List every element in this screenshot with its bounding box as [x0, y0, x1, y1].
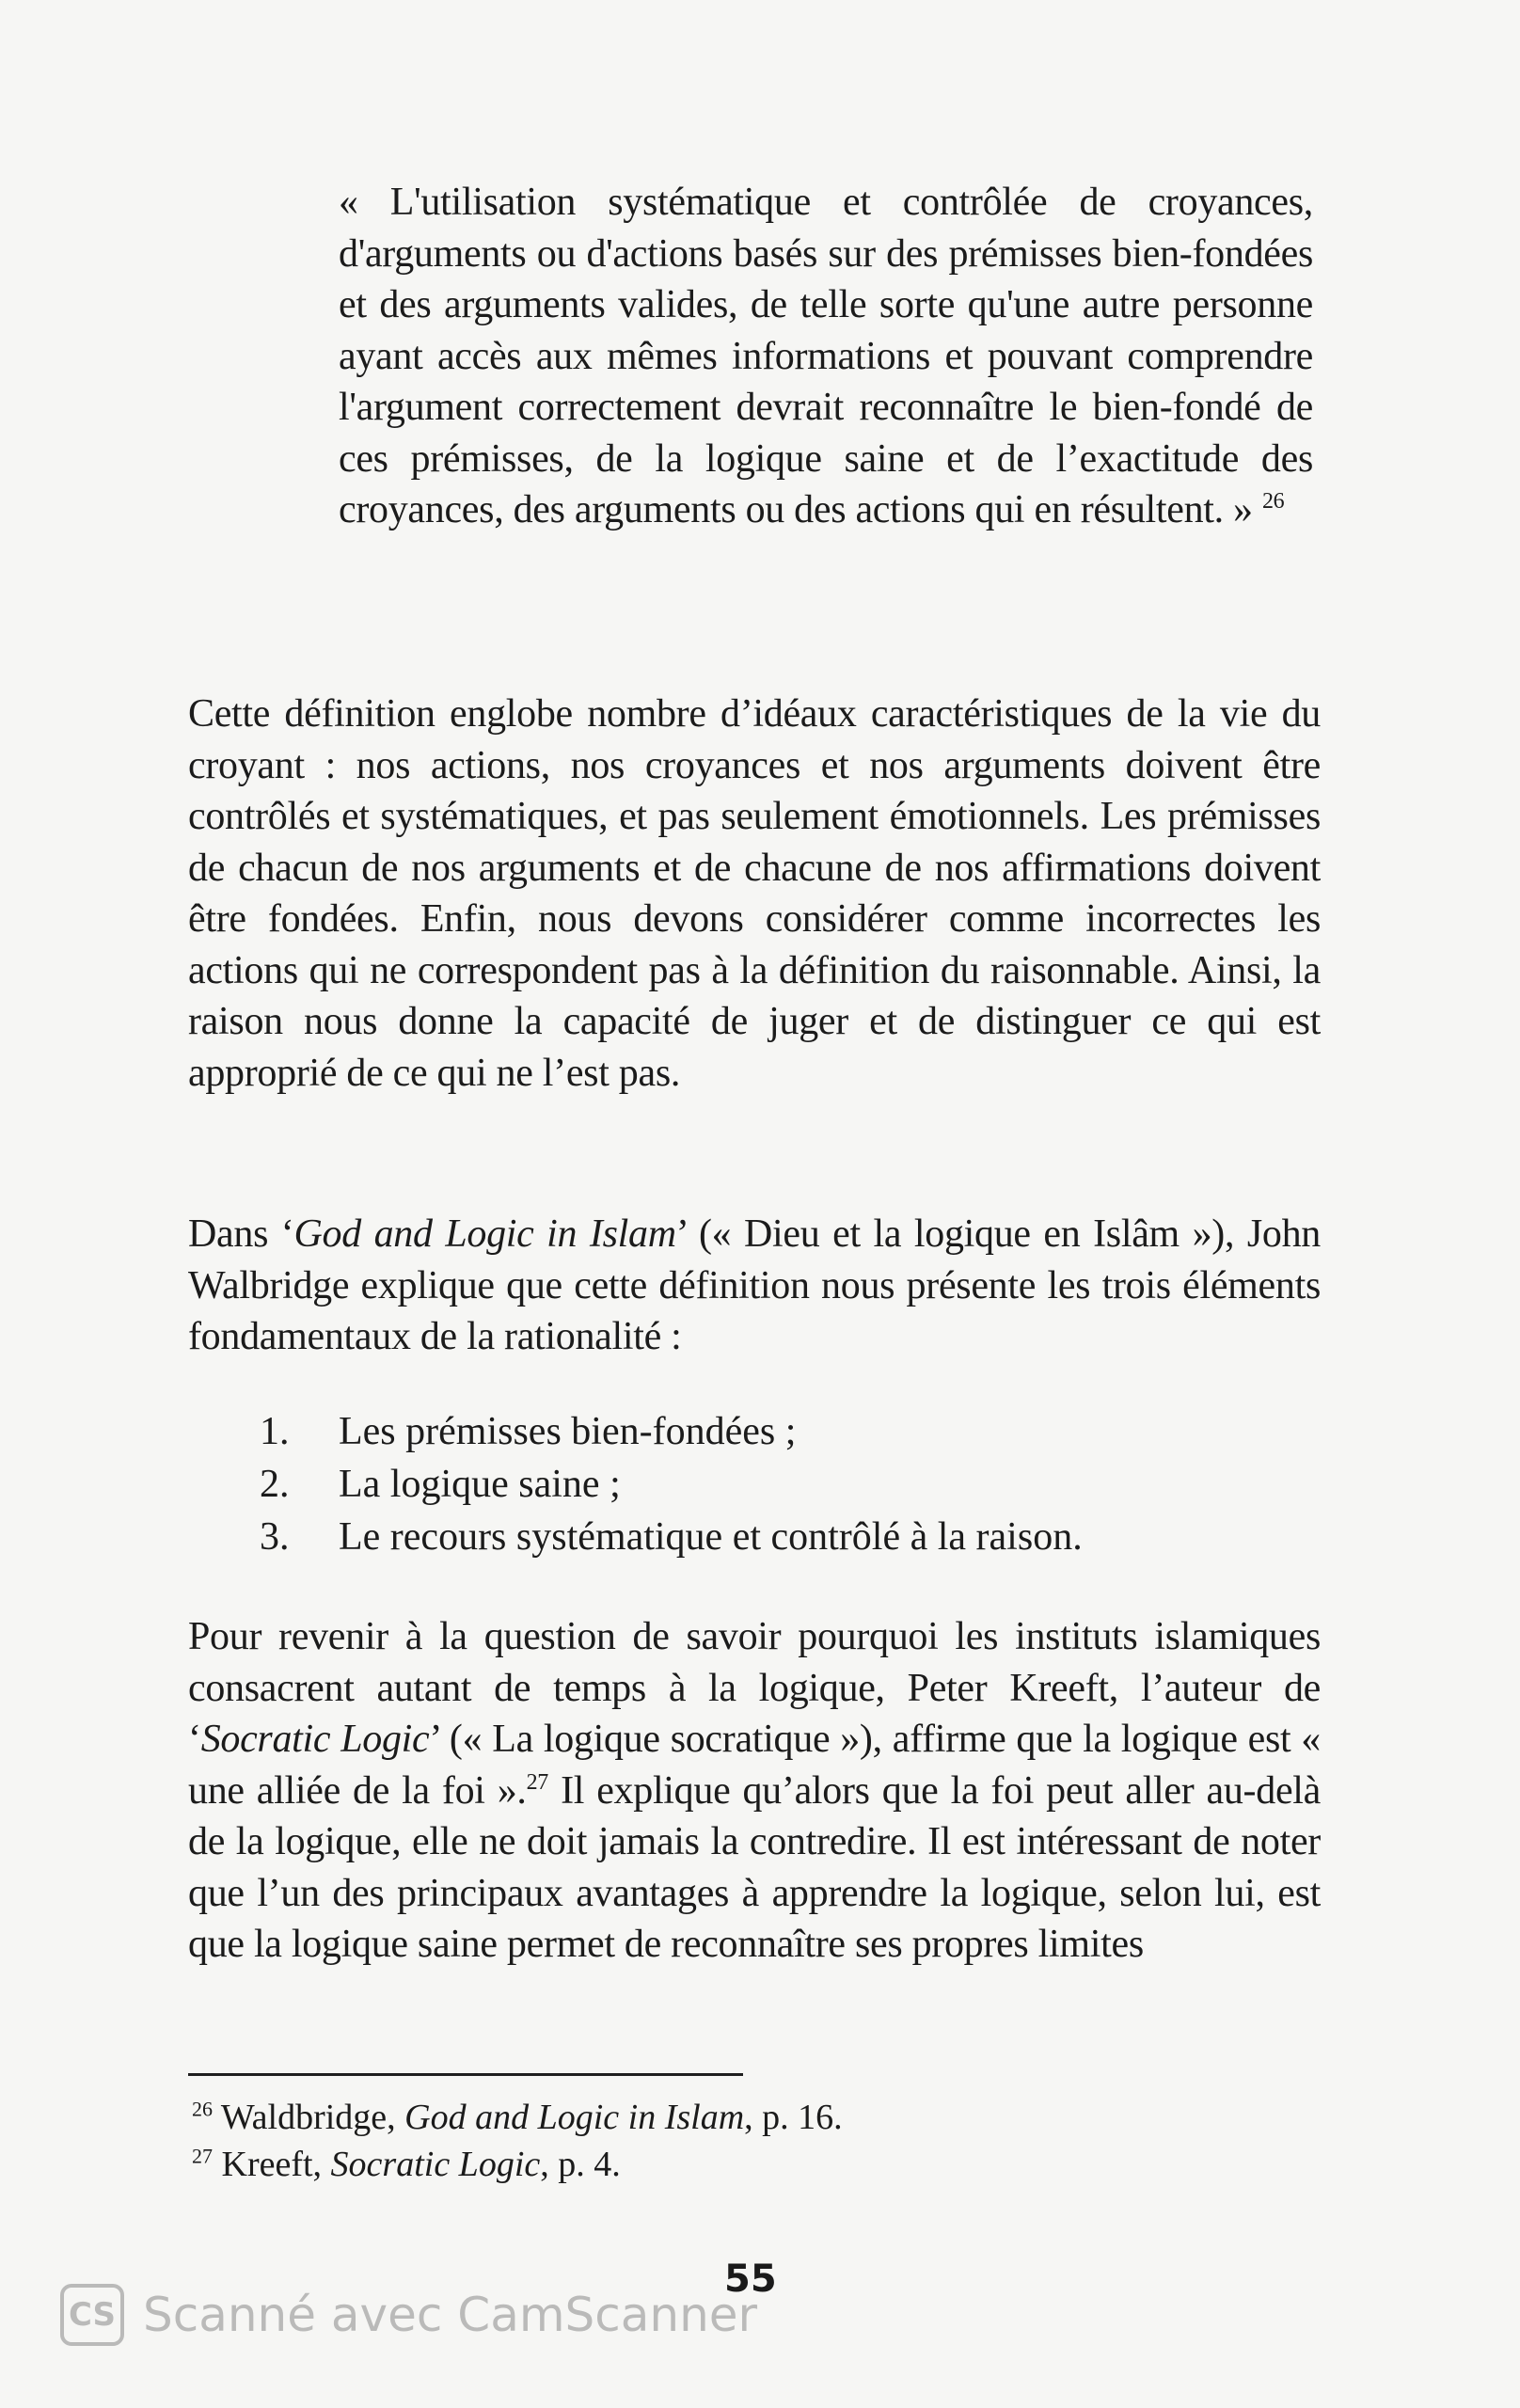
- list-number: 3.: [260, 1515, 290, 1559]
- list-text: La logique saine ;: [339, 1463, 621, 1506]
- footnote-ref-27: 27: [526, 1769, 549, 1795]
- list-text: Les prémisses bien-fondées ;: [339, 1410, 797, 1453]
- list-text: Le recours systématique et contrôlé à la raison.: [339, 1515, 1083, 1559]
- camscanner-watermark: [60, 2284, 757, 2346]
- watermark-text: Scanné avec CamScanner: [143, 2288, 758, 2342]
- list-item: [260, 1405, 1294, 1458]
- paragraph-walbridge: Dans ‘God and Logic in Islam’ (« Dieu et la logique en Islâm »), John Walbridge explique que cette définition nous présente les trois éléments fondamentaux de la rationalité :: [188, 1212, 1321, 1358]
- book-title-socratic-logic: Socratic Logic: [200, 1718, 430, 1761]
- camscanner-logo-icon: CS: [60, 2284, 124, 2346]
- block-quote: [339, 177, 1313, 536]
- footnotes: [192, 2094, 1274, 2188]
- footnote-divider: [188, 2073, 743, 2076]
- list-number: 1.: [260, 1410, 290, 1453]
- quote-text: « L'utilisation systématique et contrôlée de croyances, d'arguments ou d'actions basés sur des prémisses bien-fondées et des arguments valides, de telle sorte qu'une autre personne ayant accès aux mêmes informations et pouvant comprendre l'argument correctement devrait reconnaître le bien-fondé de ces prémisses, de la logique saine et de l’exactitude des croyances, des arguments ou des actions qui en résultent. »: [339, 181, 1313, 531]
- footnote-26: $^{26}$ Waldbridge, God and Logic in Islam, p. 16.: [192, 2097, 843, 2137]
- list-item: [260, 1511, 1294, 1563]
- list-item: [260, 1458, 1294, 1511]
- list-number: 2.: [260, 1463, 290, 1506]
- paragraph-kreeft: Pour revenir à la question de savoir pourquoi les instituts islamiques consacrent autant de temps à la logique, Peter Kreeft, l’auteur de ‘Socratic Logic’ (« La logique socratique »), affirme que la logique est « une alliée de la foi ».$^{27}$ Il explique qu’alors que la foi peut aller au-delà de la logique, elle ne doit jamais la contredire. Il est intéressant de noter que l’un des principaux avantages à apprendre la logique, selon lui, est que la logique saine permet de reconnaître ses propres limites: [188, 1615, 1322, 1966]
- elements-list: [260, 1405, 1294, 1563]
- page-number: 55: [724, 2258, 777, 2301]
- footnote-ref-26: 26: [1261, 489, 1285, 514]
- footnote-27: $^{27}$ Kreeft, Socratic Logic, p. 4.: [192, 2144, 621, 2184]
- book-title-god-and-logic: God and Logic in Islam: [293, 1212, 676, 1256]
- paragraph-definition: Cette définition englobe nombre d’idéaux caractéristiques de la vie du croyant : nos actions, nos croyances et nos arguments doivent être contrôlés et systématiques, et pas seulement émotionnels. Les prémisses de chacun de nos arguments et de chacune de nos affirmations doivent être fondées. Enfin, nous devons considérer comme incorrectes les actions qui ne correspondent pas à la définition du raisonnable. Ainsi, la raison nous donne la capacité de juger et de distinguer ce qui est approprié de ce qui ne l’est pas.: [188, 692, 1321, 1095]
